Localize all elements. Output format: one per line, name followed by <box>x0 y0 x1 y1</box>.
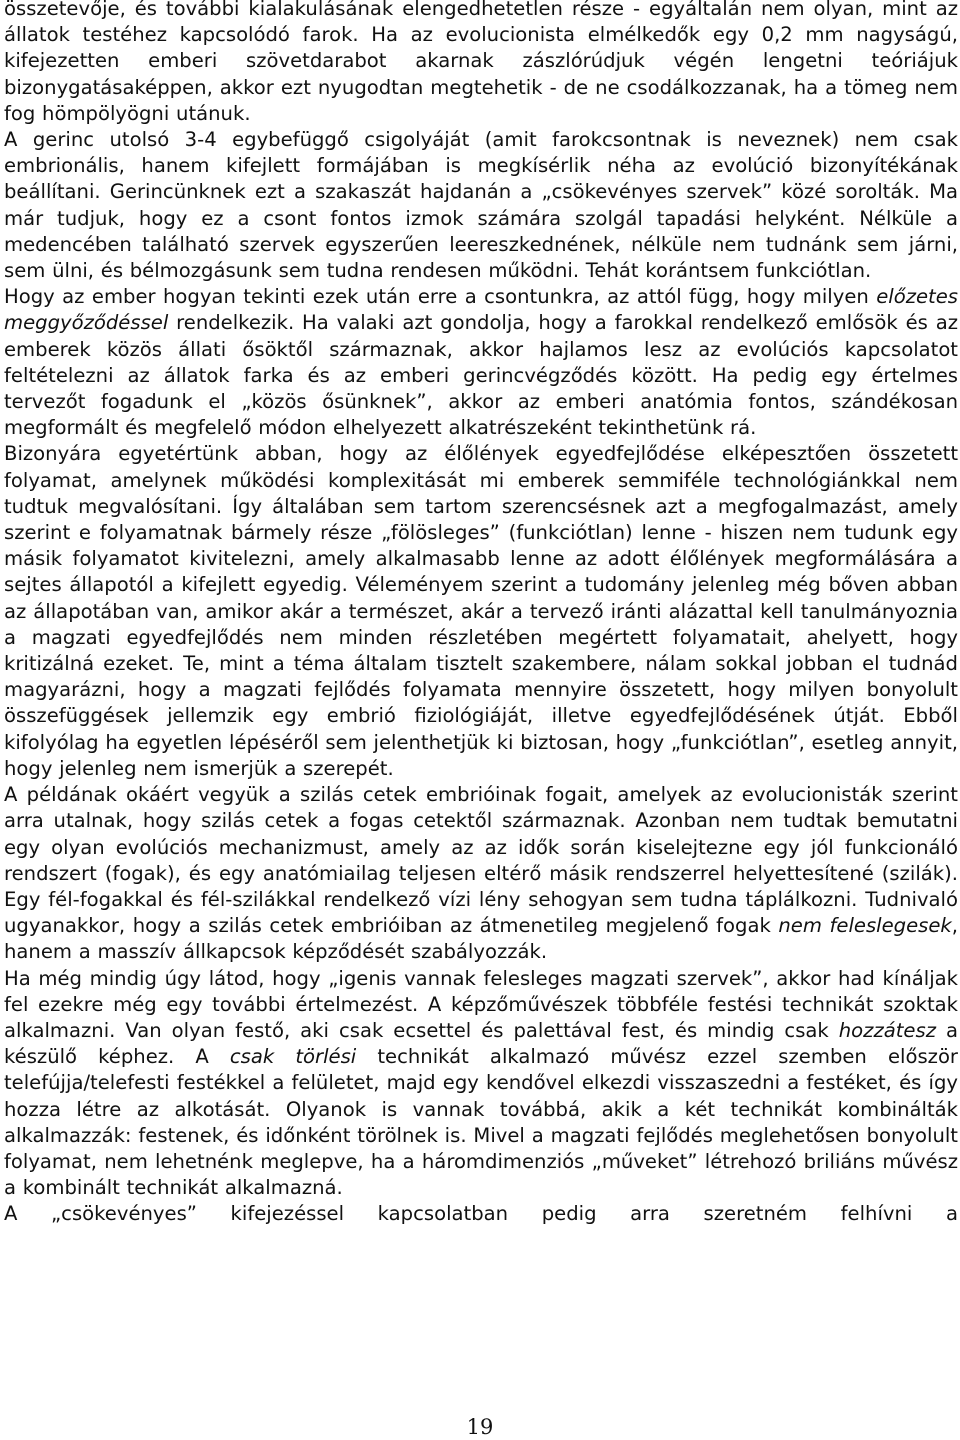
italic-text: hozzátesz <box>838 1018 936 1042</box>
italic-text: előzetes meggyőződéssel <box>4 285 958 335</box>
text-run: összetevője, és további kialakulásának elengedhetetlen része - egyáltalán nem olyan, mint az állatok testéhez kapcsolódó farok. Ha az evolucionista elmélkedők egy 0,2 mm nagyságú, kifejezetten emberi szövetdarabot akarnak zászlórúdjuk végén lengetni teóriájuk bizonygatásaképpen, akkor ezt nyugodtan megtehetik - de ne csodálkozzanak, ha a tömeg nem fog hömpölyögni utánuk. <box>4 0 958 125</box>
italic-text: csak törlési <box>229 1045 357 1069</box>
paragraph <box>4 0 958 127</box>
body-text <box>4 0 958 1228</box>
text-run: A „csökevényes” kifejezéssel kapcsolatban pedig arra szeretném felhívni a <box>4 1202 958 1226</box>
text-run: Hogy az ember hogyan tekinti ezek után erre a csontunkra, az attól függ, hogy milyen <box>4 285 877 309</box>
document-page <box>4 0 958 1228</box>
paragraph <box>4 284 958 441</box>
italic-text: nem feleslegesek <box>778 914 952 938</box>
paragraph <box>4 966 958 1202</box>
text-run: rendelkezik. Ha valaki azt gondolja, hogy a farokkal rendelkező emlősök és az emberek közös állati ősöktől származnak, akkor hajlamos lesz az evolúciós kapcsolatot feltételezni az állatok farka és az emberi gerincvégződés között. Ha pedig egy értelmes tervezőt fogadunk el „közös ősünknek”, akkor az emberi anatómia fontos, szándékosan megformált és megfelelő módon elhelyezett alkatrészeként tekinthetünk rá. <box>4 311 958 440</box>
text-run: A példának okáért vegyük a szilás cetek embrióinak fogait, amelyek az evolucionisták szerint arra utalnak, hogy szilás cetek a fogas cetektől származnak. Azonban nem tudtak bemutatni egy olyan evolúciós mechanizmust, amely az az idők során kiselejtezne egy jól funkcionáló rendszert (fogak), és egy anatómiailag teljesen eltérő másik rendszerrel helyettesítené (szilák). Egy fél-fogakkal és fél-szilákkal rendelkező vízi lény sehogyan sem tudna táplálkozni. Tudnivaló ugyanakkor, hogy a szilás cetek embrióiban az átmenetileg megjelenő fogak <box>4 783 958 938</box>
paragraph <box>4 782 958 965</box>
paragraph <box>4 1201 958 1227</box>
text-run: , hanem a masszív állkapcsok képződését szabályozzák. <box>4 914 958 964</box>
text-run: A gerinc utolsó 3-4 egybefüggő csigolyáját (amit farokcsontnak is neveznek) nem csak embrionális, hanem kifejlett formájában is megkísérlik néha az evolúció bizonyítékának beállítani. Gerincünknek ezt a szakaszát hajdanán a „csökevényes szervek” közé sorolták. Ma már tudjuk, hogy ez a csont fontos izmok számára szolgál tapadási helyként. Nélküle a medencében található szervek egyszerűen leereszkednének, nélküle nem tudnánk sem járni, sem ülni, és bélmozgásunk sem tudna rendesen működni. Tehát korántsem funkciótlan. <box>4 128 958 283</box>
page-number: 19 <box>466 1415 494 1439</box>
text-run: a készülő képhez. A <box>4 1018 958 1069</box>
paragraph <box>4 441 958 782</box>
text-run: Ha még mindig úgy látod, hogy „igenis vannak felesleges magzati szervek”, akkor had kínáljak fel ezekre még egy további értelmezést. A képzőművészek többféle festési technikát szoktak alkalmazni. Van olyan festő, aki csak ecsettel és palettával fest, és mindig csak <box>4 966 958 1042</box>
text-run: technikát alkalmazó művész ezzel szemben először telefújja/telefesti festékkel a felületet, majd egy kendővel elkezdi visszaszedni a festéket, és így hozza létre az alkotását. Olyanok is vannak továbbá, akik a két technikát kombinálták alkalmazzák: festenek, és időnként törölnek is. Mivel a magzati fejlődés meglehetősen bonyolult folyamat, nem lehetnénk meglepve, ha a háromdimenziós „műveket” létrehozó briliáns művész a kombinált technikát alkalmazná. <box>4 1045 958 1200</box>
paragraph <box>4 127 958 284</box>
text-run: Bizonyára egyetértünk abban, hogy az élőlények egyedfejlődése elképesztően összetett folyamat, amelynek működési komplexitását mi emberek semmiféle technológiánkkal nem tudtuk megvalósítani. Így általában sem tartom szerencsésnek azt a megfogalmazást, amely szerint e folyamatnak bármely része „fölösleges” (funkciótlan) lenne - hiszen nem tudunk egy másik folyamatot kivitelezni, amely alkalmasabb lenne az adott élőlények megformálására a sejtes állapotól a kifejlett egyedig. Véleményem szerint a tudomány jelenleg még bőven abban az állapotában van, amikor akár a természet, akár a tervező iránti alázattal kell tanulmányoznia a magzati egyedfejlődés nem minden részletében megértett folyamatait, ahelyett, hogy kritizálná ezeket. Te, mint a téma általam tisztelt szakembere, nálam sokkal jobban el tudnád magyarázni, hogy a magzati fejlődés folyamata mennyire összetett, hogy milyen bonyolult összefüggések jellemzik egy embrió fiziológiáját, illetve egyedfejlődésének útját. Ebből kifolyólag ha egyetlen lépéséről sem jelenthetjük ki biztosan, hogy „funkciótlan”, esetleg annyit, hogy jelenleg nem ismerjük a szerepét. <box>4 442 958 780</box>
